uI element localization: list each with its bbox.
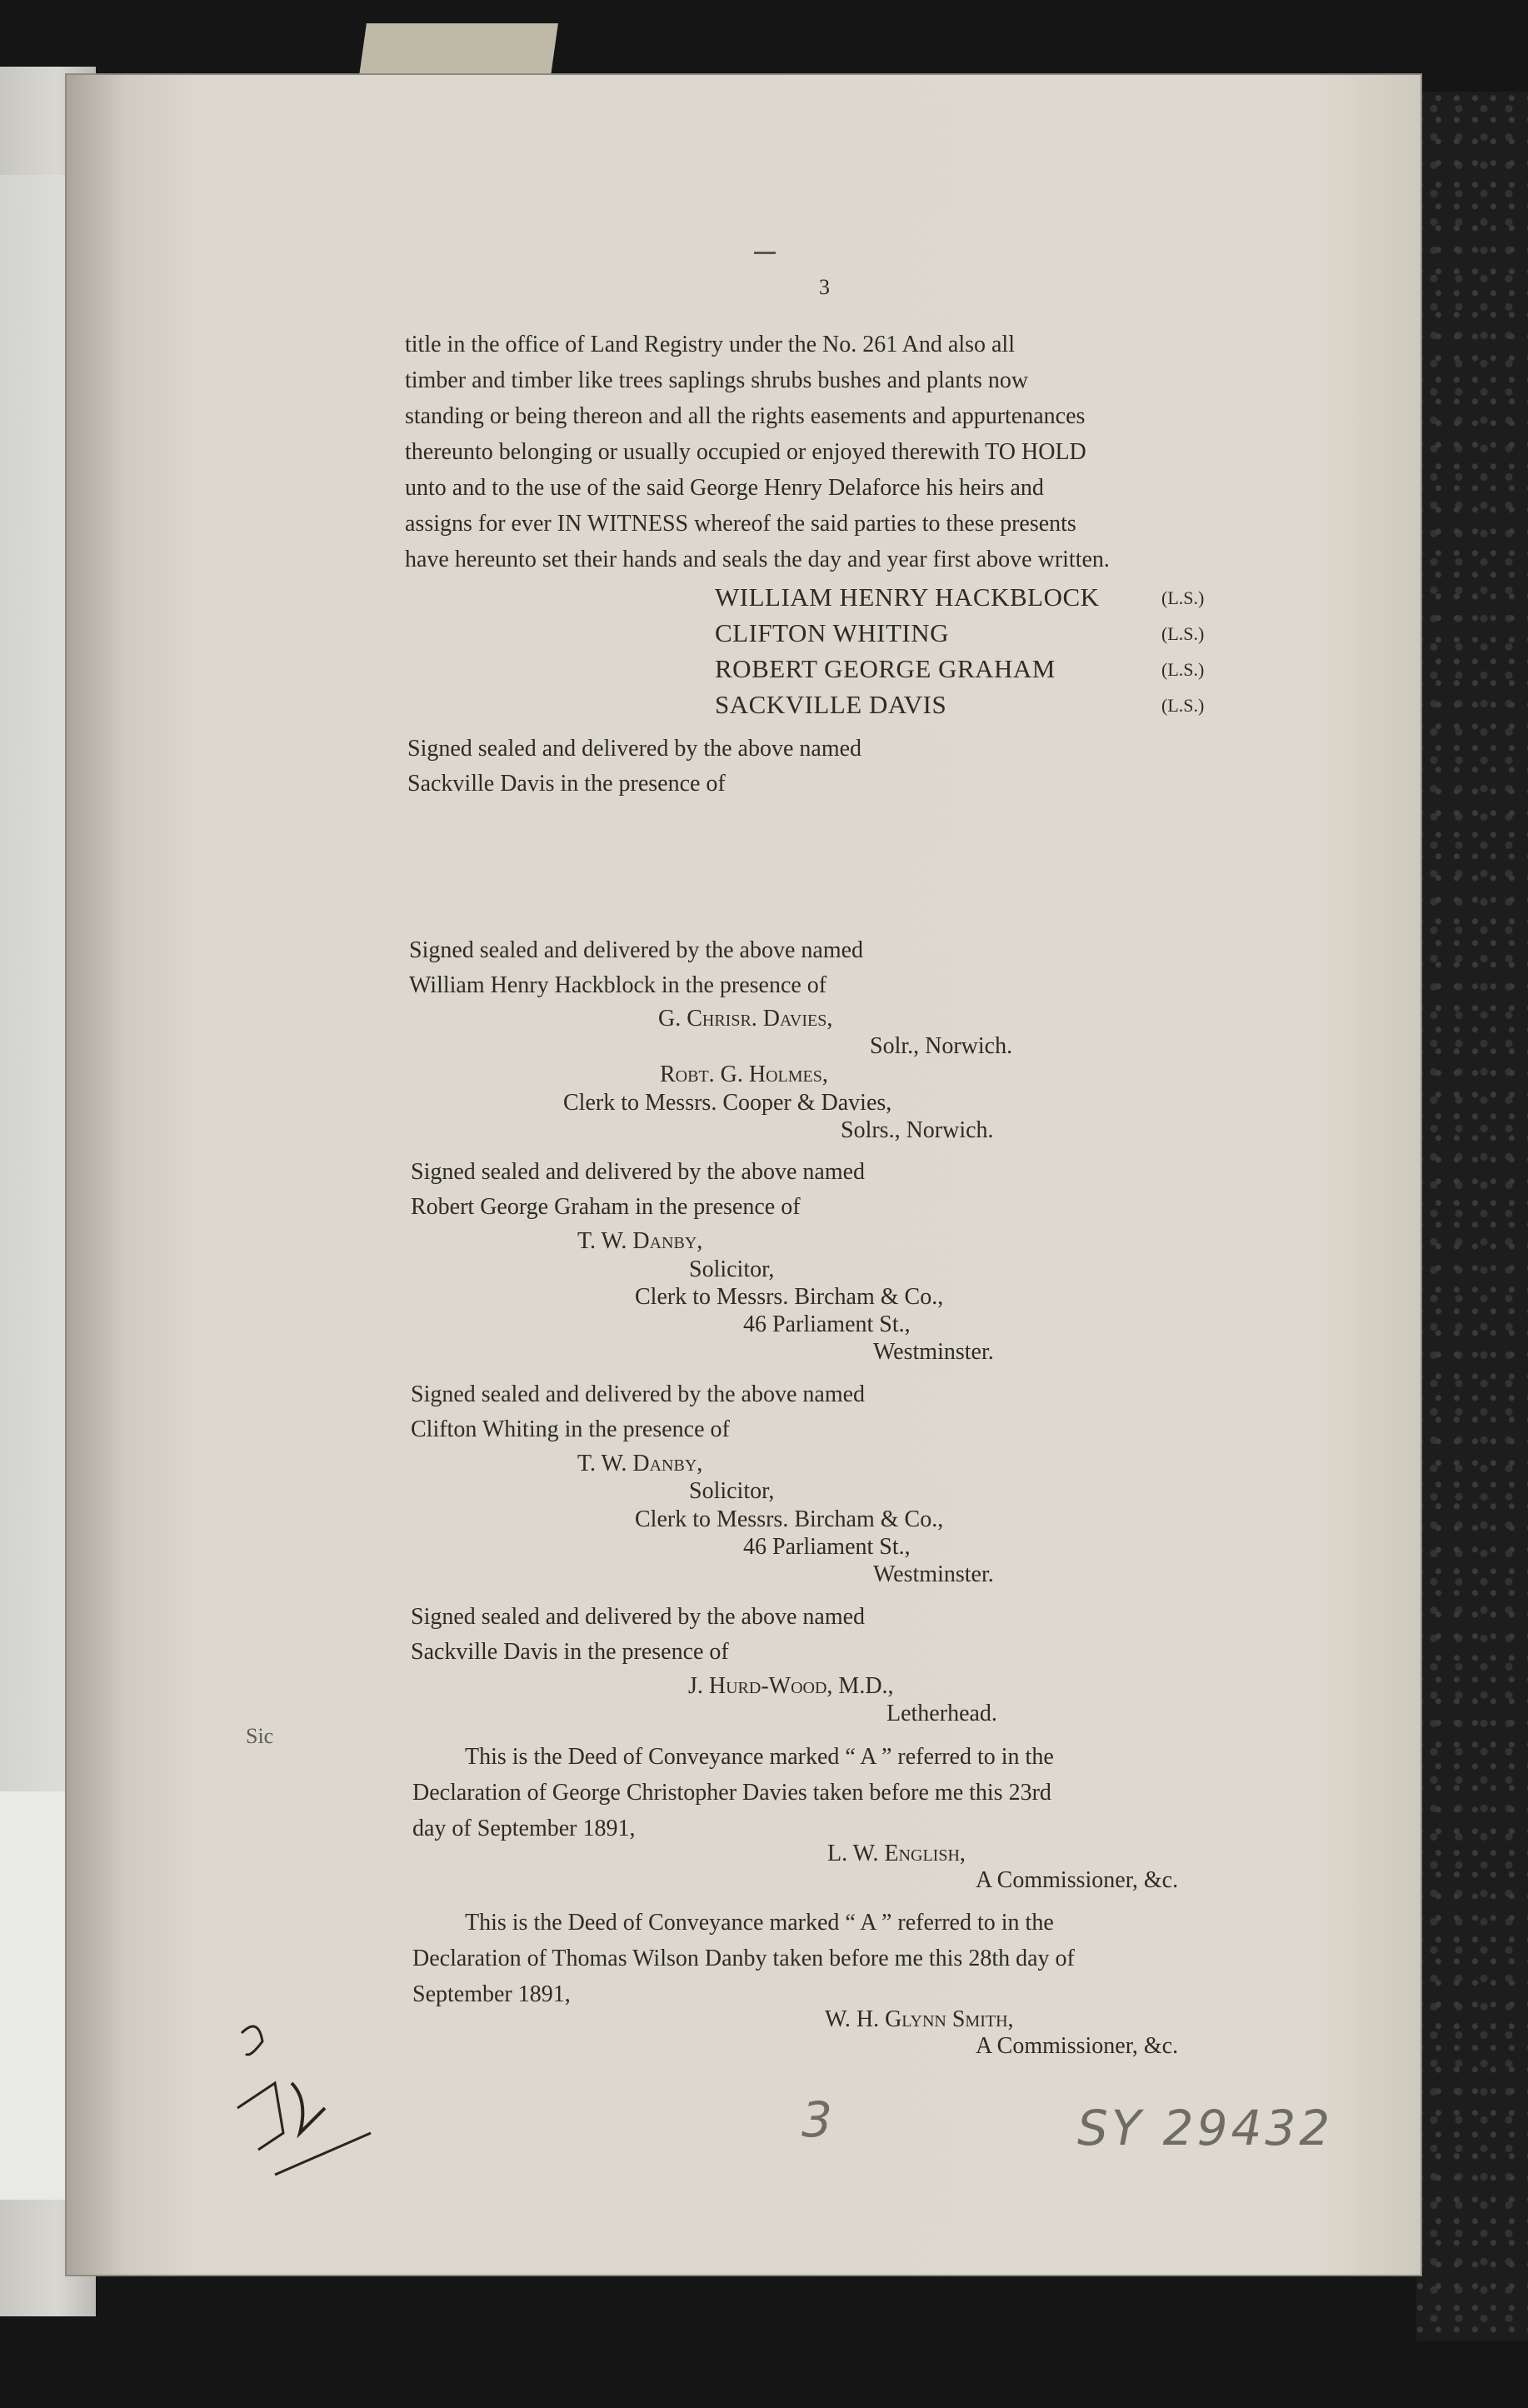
attestation-line: Sackville Davis in the presence of <box>407 771 726 797</box>
handwritten-reference: SY 29432 <box>1077 2100 1334 2156</box>
commissioner-name: L. W. English, <box>827 1841 966 1866</box>
exhibit-line: September 1891, <box>412 1981 571 2007</box>
witness-detail: Solicitor, <box>689 1478 775 1504</box>
exhibit-line: This is the Deed of Conveyance marked “ A ” referred to in the <box>465 1910 1054 1936</box>
witness-name: G. Chrisr. Davies, <box>658 1006 833 1032</box>
witness-detail: Westminster. <box>873 1561 994 1587</box>
witness-detail: Westminster. <box>873 1339 994 1365</box>
witness-name: T. W. Danby, <box>577 1451 703 1476</box>
commissioner-title: A Commissioner, &c. <box>976 1867 1179 1893</box>
commissioner-name: W. H. Glynn Smith, <box>825 2006 1014 2032</box>
signatory-name: ROBERT GEORGE GRAHAM <box>715 654 1056 683</box>
attestation-line: Signed sealed and delivered by the above named <box>407 736 862 762</box>
attestation-line: Signed sealed and delivered by the above named <box>409 937 864 963</box>
witness-detail: Letherhead. <box>886 1701 997 1726</box>
attestation-line: Signed sealed and delivered by the above named <box>411 1159 866 1185</box>
attestation-line: Clifton Whiting in the presence of <box>411 1416 730 1442</box>
body-line: thereunto belonging or usually occupied or enjoyed therewith TO HOLD <box>405 439 1086 465</box>
exhibit-line: day of September 1891, <box>412 1816 636 1841</box>
witness-name: Robt. G. Holmes, <box>660 1062 828 1087</box>
seal-mark: (L.S.) <box>1161 695 1205 716</box>
attestation-line: Signed sealed and delivered by the above named <box>411 1604 866 1630</box>
signatory-name: CLIFTON WHITING <box>715 618 950 647</box>
page-top-tab <box>358 23 558 82</box>
seal-mark: (L.S.) <box>1161 623 1205 644</box>
witness-detail: 46 Parliament St., <box>743 1534 911 1560</box>
body-line: assigns for ever IN WITNESS whereof the said parties to these presents <box>405 511 1076 537</box>
witness-detail: Solicitor, <box>689 1256 775 1282</box>
attestation-line: Robert George Graham in the presence of <box>411 1194 801 1220</box>
handwritten-folio-number: 3 <box>801 2091 832 2148</box>
body-line: standing or being thereon and all the rights easements and appurtenances <box>405 403 1086 429</box>
page-number: 3 <box>819 275 830 299</box>
signatory-name: SACKVILLE DAVIS <box>715 690 947 719</box>
exhibit-line: This is the Deed of Conveyance marked “ A ” referred to in the <box>465 1744 1054 1770</box>
witness-detail: Solr., Norwich. <box>870 1033 1013 1059</box>
body-line: title in the office of Land Registry under the No. 261 And also all <box>405 332 1015 357</box>
witness-detail: 46 Parliament St., <box>743 1311 911 1337</box>
body-line: timber and timber like trees saplings shrubs bushes and plants now <box>405 367 1029 393</box>
background-foam <box>1416 92 1528 2341</box>
body-line: have hereunto set their hands and seals the day and year first above written. <box>405 547 1110 572</box>
seal-mark: (L.S.) <box>1161 659 1205 680</box>
sic-margin-note: Sic <box>246 1724 274 1748</box>
attestation-line: William Henry Hackblock in the presence of <box>409 972 827 998</box>
witness-detail: Clerk to Messrs. Bircham & Co., <box>635 1506 944 1532</box>
ink-initials-mark <box>225 2008 375 2191</box>
witness-detail: Clerk to Messrs. Cooper & Davies, <box>563 1090 892 1116</box>
witness-detail: Solrs., Norwich. <box>841 1117 994 1143</box>
witness-name: T. W. Danby, <box>577 1228 703 1254</box>
exhibit-line: Declaration of Thomas Wilson Danby taken before me this 28th day of <box>412 1946 1075 1971</box>
seal-mark: (L.S.) <box>1161 587 1205 608</box>
witness-detail: Clerk to Messrs. Bircham & Co., <box>635 1284 944 1310</box>
body-line: unto and to the use of the said George Henry Delaforce his heirs and <box>405 475 1044 501</box>
witness-name: J. Hurd-Wood, M.D., <box>688 1673 894 1699</box>
attestation-line: Signed sealed and delivered by the above named <box>411 1381 866 1407</box>
exhibit-line: Declaration of George Christopher Davies taken before me this 23rd <box>412 1780 1051 1806</box>
attestation-line: Sackville Davis in the presence of <box>411 1639 729 1665</box>
commissioner-title: A Commissioner, &c. <box>976 2033 1179 2059</box>
pencil-dash <box>754 252 776 254</box>
signatory-name: WILLIAM HENRY HACKBLOCK <box>715 582 1100 612</box>
